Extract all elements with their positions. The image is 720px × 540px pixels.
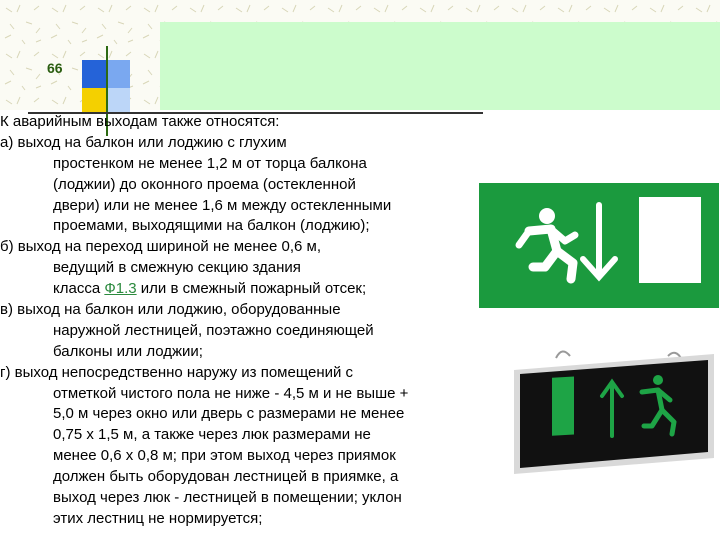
decor-square-blue bbox=[82, 60, 106, 88]
slide-number: 66 bbox=[47, 60, 63, 76]
item-g-line: 0,75 х 1,5 м, а также через люк размерами не bbox=[53, 426, 371, 444]
exit-sign-lightbox-icon bbox=[508, 350, 718, 475]
exit-sign-green-icon bbox=[479, 183, 719, 308]
item-g-line: этих лестниц не нормируется; bbox=[53, 509, 263, 527]
item-a-line: простенком не менее 1,2 м от торца балкона bbox=[53, 154, 367, 172]
item-b-suffix: или в смежный пожарный отсек; bbox=[136, 280, 367, 298]
item-a-line: а) выход на балкон или лоджию с глухим bbox=[0, 133, 287, 151]
main-text bbox=[0, 112, 488, 530]
item-g-line: должен быть оборудован лестницей в приямке, а bbox=[53, 468, 399, 486]
decor-square-lightblue bbox=[108, 60, 130, 88]
header-panel bbox=[160, 22, 720, 110]
item-b-prefix: класса bbox=[53, 280, 105, 298]
item-b-line bbox=[0, 279, 488, 300]
item-a-line: (лоджии) до оконного проема (остекленной bbox=[53, 175, 356, 193]
item-b-line: б) выход на переход шириной не менее 0,6 м, bbox=[0, 238, 322, 256]
item-a-line: проемами, выходящими на балкон (лоджию); bbox=[53, 217, 370, 235]
class-f13-link[interactable]: Ф1.3 bbox=[104, 280, 137, 298]
decor-square-yellow bbox=[82, 88, 106, 112]
item-g-line: г) выход непосредственно наружу из помещений с bbox=[0, 363, 354, 381]
item-b-line: ведущий в смежную секцию здания bbox=[53, 259, 301, 277]
item-v-line: в) выход на балкон или лоджию, оборудованные bbox=[0, 301, 341, 319]
item-g-line: менее 0,6 х 0,8 м; при этом выход через приямок bbox=[53, 447, 396, 465]
heading: К аварийным выходам также относятся: bbox=[0, 113, 280, 130]
decor-square-pale bbox=[108, 88, 130, 112]
item-g-line: 5,0 м через окно или дверь с размерами не менее bbox=[53, 405, 405, 423]
item-v-line: наружной лестницей, поэтажно соединяющей bbox=[53, 321, 374, 339]
item-g-line: выход через люк - лестницей в помещении; уклон bbox=[53, 489, 402, 507]
item-v-line: балконы или лоджии; bbox=[53, 342, 203, 360]
item-g-line: отметкой чистого пола не ниже - 4,5 м и не выше + bbox=[53, 384, 409, 402]
item-a-line: двери) или не менее 1,6 м между остекленными bbox=[53, 196, 392, 214]
